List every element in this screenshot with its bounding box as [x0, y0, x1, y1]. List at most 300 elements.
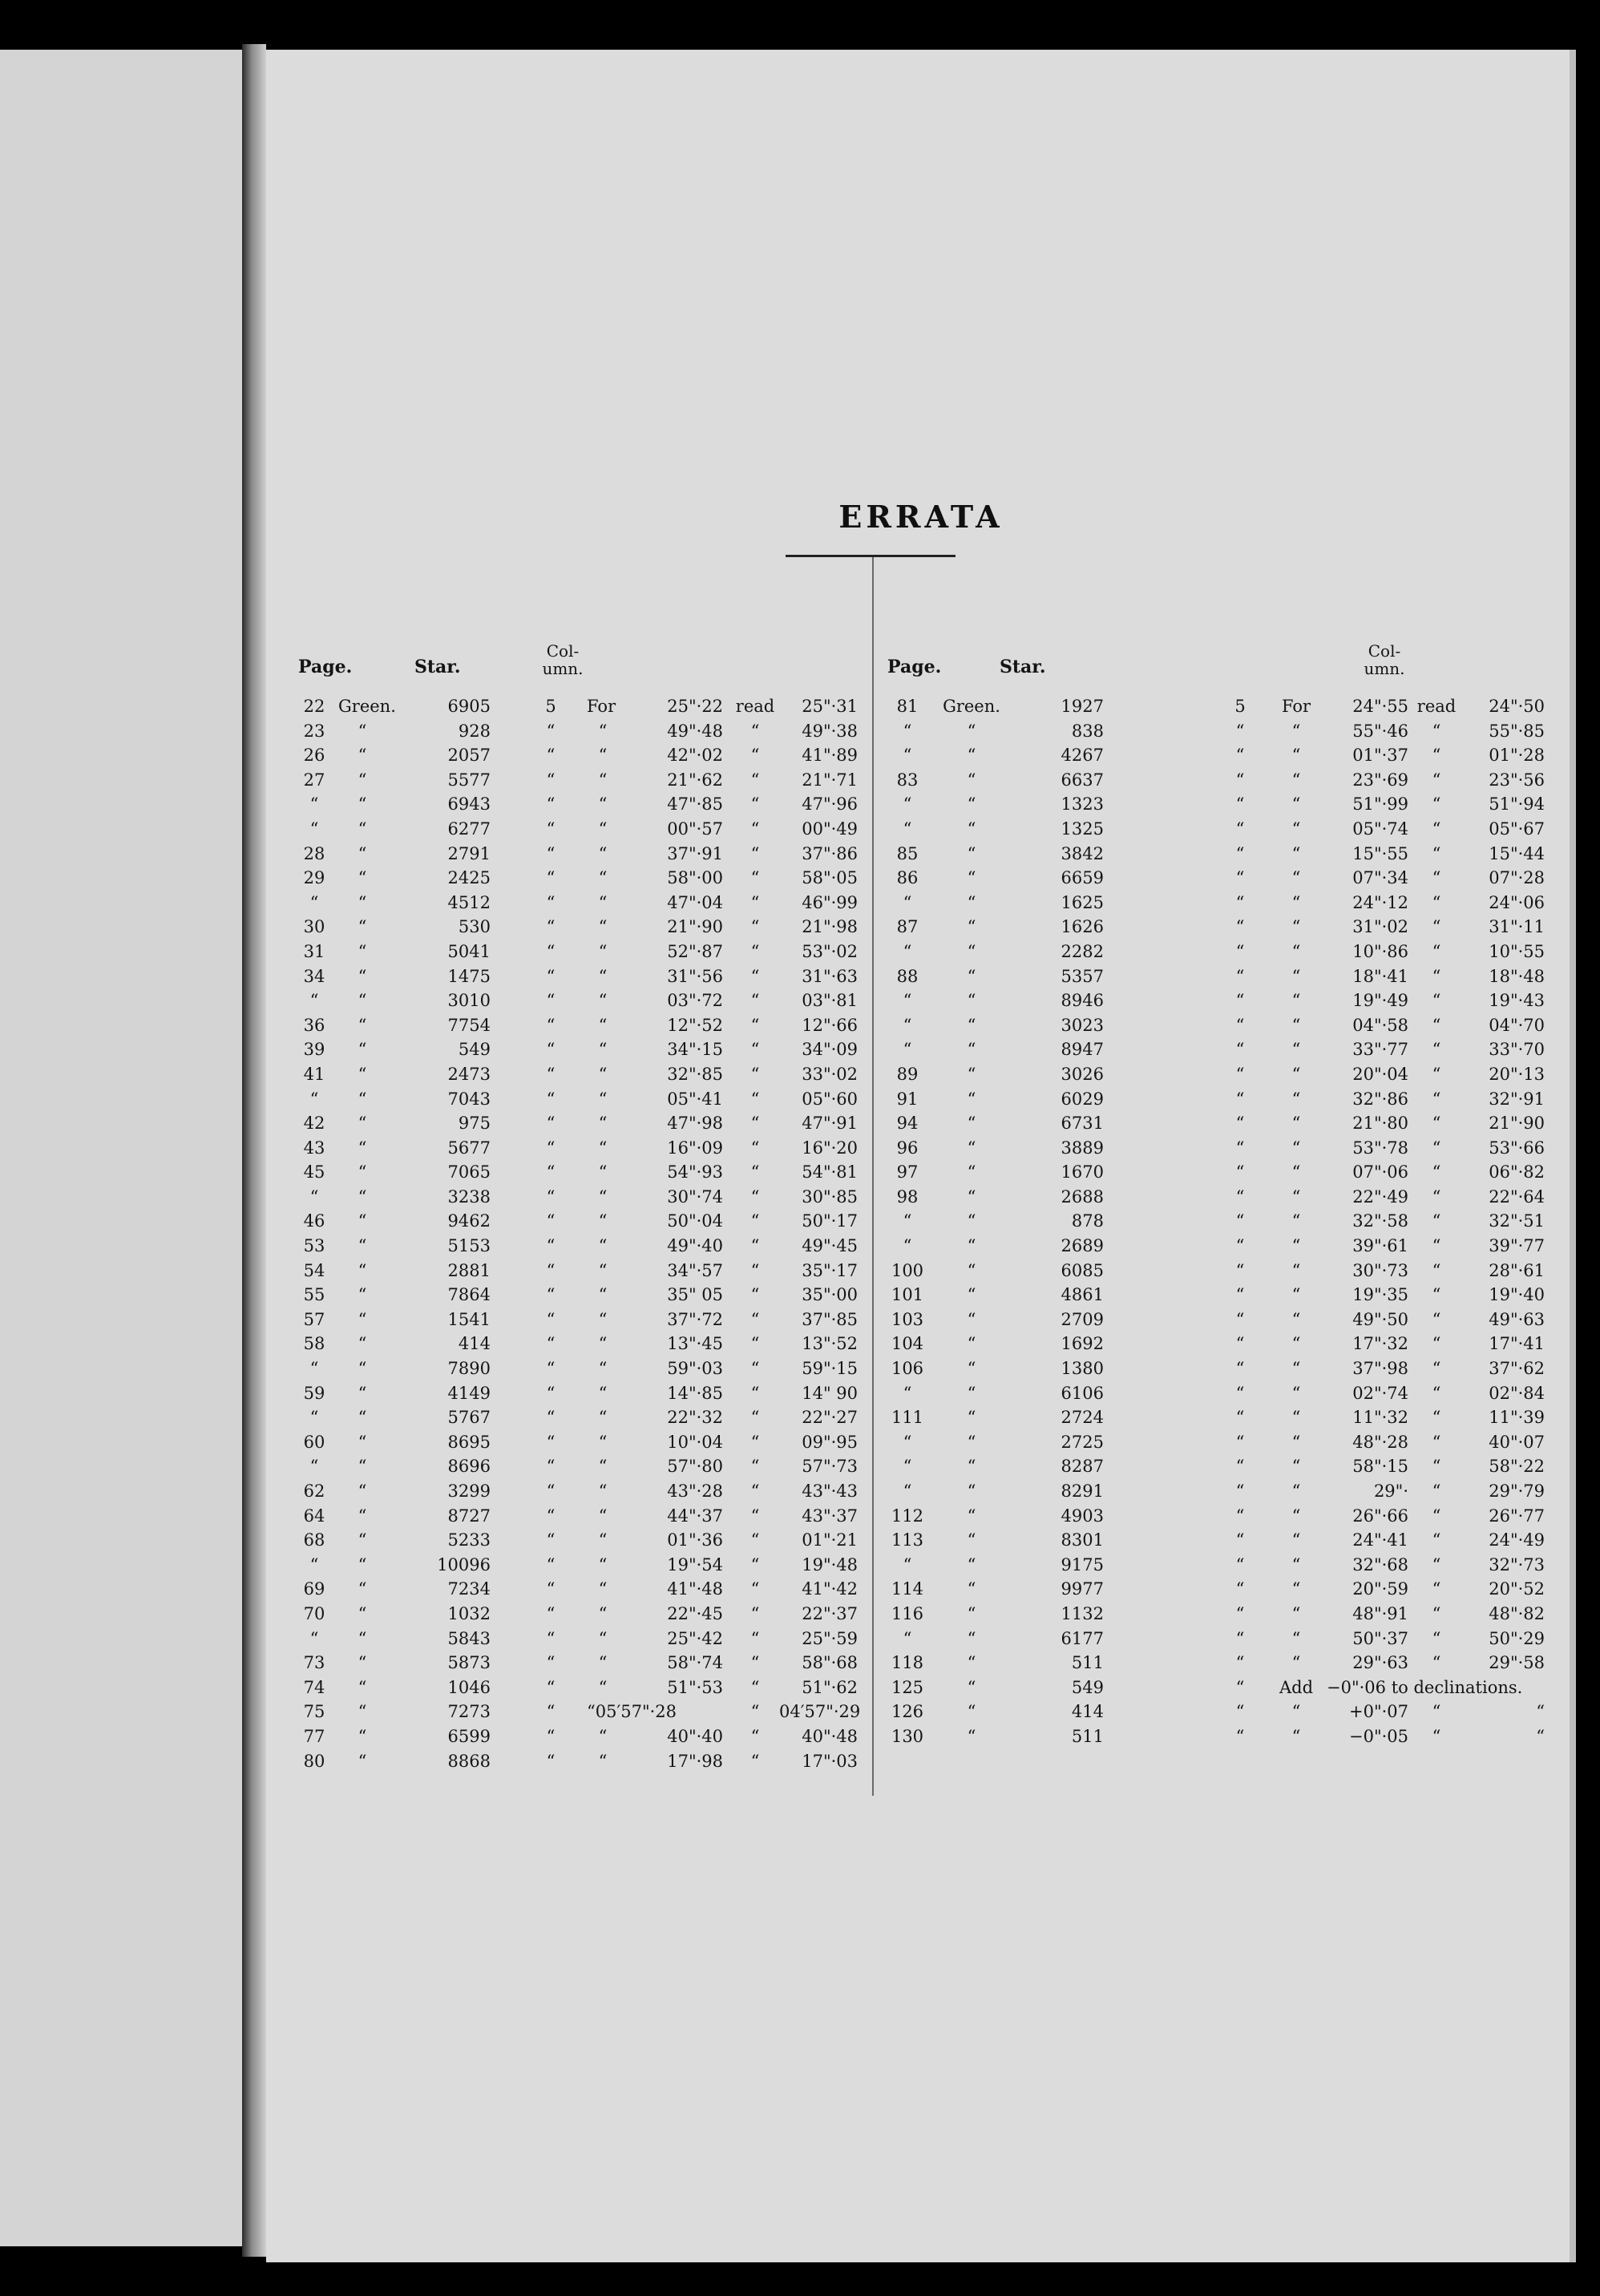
cell-name: “ — [967, 1064, 976, 1084]
cell-wrong: 01"·36 — [667, 1530, 723, 1550]
errata-row — [298, 1406, 859, 1431]
cell-wrong: 20"·59 — [1352, 1579, 1408, 1599]
cell-read: “ — [1432, 1186, 1441, 1207]
cell-name: “ — [358, 1702, 367, 1722]
cell-star: 6599 — [447, 1726, 491, 1746]
cell-star: 975 — [458, 1114, 491, 1134]
cell-correct: 25"·59 — [802, 1628, 858, 1648]
cell-for: “ — [598, 917, 608, 937]
cell-page: “ — [903, 1481, 912, 1501]
cell-name: “ — [358, 1162, 367, 1182]
cell-page: 39 — [303, 1040, 325, 1060]
cell-star: 530 — [458, 917, 491, 937]
errata-row — [298, 1112, 859, 1137]
cell-for: “ — [598, 1751, 608, 1771]
cell-page: “ — [903, 1040, 912, 1060]
cell-wrong: 59"·03 — [667, 1359, 723, 1379]
cell-page: 74 — [303, 1677, 325, 1697]
cell-column: “ — [1235, 1457, 1245, 1477]
cell-correct: 03"·81 — [802, 991, 858, 1011]
cell-page: “ — [903, 819, 912, 839]
cell-page: “ — [903, 941, 912, 961]
cell-name: “ — [358, 1015, 367, 1035]
cell-wrong: 37"·91 — [667, 843, 723, 863]
book-gutter — [242, 44, 266, 2257]
errata-row — [887, 1088, 1553, 1113]
cell-for: “ — [598, 843, 608, 863]
cell-column: “ — [546, 917, 556, 937]
cell-wrong: 32"·68 — [1352, 1554, 1408, 1574]
cell-name: “ — [358, 1138, 367, 1158]
cell-name: “ — [967, 1114, 976, 1134]
cell-correct: 13"·52 — [802, 1334, 858, 1354]
errata-row — [298, 1529, 859, 1554]
cell-name: “ — [358, 966, 367, 986]
cell-page: 130 — [891, 1726, 924, 1746]
cell-for: “ — [598, 794, 608, 815]
cell-name: “ — [967, 1260, 976, 1280]
cell-correct: 02"·84 — [1489, 1383, 1545, 1403]
cell-name: “ — [967, 1408, 976, 1428]
cell-wrong: 48"·28 — [1352, 1432, 1408, 1452]
cell-name: “ — [358, 1653, 367, 1673]
cell-column: “ — [546, 1579, 556, 1599]
cell-column: “ — [546, 1457, 556, 1477]
cell-name: “ — [967, 1603, 976, 1623]
cell-wrong: 13"·45 — [667, 1334, 723, 1354]
cell-page: 83 — [896, 770, 919, 790]
cell-star: 1132 — [1061, 1603, 1104, 1623]
cell-name: “ — [358, 1359, 367, 1379]
cell-correct: 15"·44 — [1489, 843, 1545, 863]
cell-name: “ — [358, 1211, 367, 1231]
errata-row — [298, 1480, 859, 1505]
cell-page: 43 — [303, 1138, 325, 1158]
cell-star: 3299 — [447, 1481, 491, 1501]
errata-row — [887, 1578, 1553, 1603]
cell-page: “ — [903, 746, 912, 766]
cell-column: “ — [546, 1236, 556, 1256]
cell-read: “ — [750, 1114, 760, 1134]
cell-page: 103 — [891, 1309, 924, 1329]
cell-star: 9977 — [1061, 1579, 1104, 1599]
cell-name: “ — [358, 1554, 367, 1574]
cell-page: “ — [309, 1186, 319, 1207]
cell-read: “ — [1432, 966, 1441, 986]
cell-correct: 05"·67 — [1489, 819, 1545, 839]
cell-correct: 21"·71 — [802, 770, 858, 790]
cell-name: “ — [967, 721, 976, 741]
cell-page: 60 — [303, 1432, 325, 1452]
cell-read: “ — [1432, 1481, 1441, 1501]
cell-for: “ — [1291, 917, 1301, 937]
errata-row — [887, 1357, 1553, 1382]
cell-correct: 51"·94 — [1489, 794, 1545, 815]
cell-name: “ — [967, 1677, 976, 1697]
cell-column: “ — [1235, 1432, 1245, 1452]
cell-for: “ — [1291, 966, 1301, 986]
cell-name: “ — [358, 1309, 367, 1329]
cell-column: “ — [546, 1359, 556, 1379]
errata-row — [887, 1382, 1553, 1407]
cell-page: 88 — [896, 966, 919, 986]
cell-for: “ — [598, 1579, 608, 1599]
cell-star: 511 — [1071, 1726, 1104, 1746]
errata-row — [887, 695, 1553, 720]
cell-wrong: 24"·41 — [1352, 1530, 1408, 1550]
cell-column: “ — [1235, 1064, 1245, 1084]
cell-correct: 37"·85 — [802, 1309, 858, 1329]
cell-page: 22 — [303, 697, 325, 716]
errata-row — [887, 867, 1553, 891]
errata-row — [887, 1014, 1553, 1039]
errata-row — [298, 793, 859, 818]
cell-correct: 24"·50 — [1489, 697, 1545, 716]
cell-star: 2709 — [1061, 1309, 1104, 1329]
cell-correct: 18"·48 — [1489, 966, 1545, 986]
cell-for: “ — [598, 991, 608, 1011]
cell-correct: 41"·42 — [802, 1579, 858, 1599]
cell-page: “ — [903, 1432, 912, 1452]
cell-wrong: 15"·55 — [1352, 843, 1408, 863]
cell-wrong: 10"·86 — [1352, 941, 1408, 961]
cell-name: “ — [358, 892, 367, 912]
cell-wrong: 30"·74 — [667, 1186, 723, 1207]
cell-column: “ — [1235, 1138, 1245, 1158]
cell-page: 86 — [896, 868, 919, 888]
cell-for: “ — [1291, 991, 1301, 1011]
errata-row — [298, 744, 859, 769]
cell-for: “ — [1291, 721, 1301, 741]
cell-wrong: 42"·02 — [667, 746, 723, 766]
cell-correct: 40"·48 — [802, 1726, 858, 1746]
cell-for: “ — [1291, 1040, 1301, 1060]
cell-star: 5233 — [447, 1530, 491, 1550]
cell-page: “ — [903, 1457, 912, 1477]
cell-read: “ — [1432, 746, 1441, 766]
cell-page: “ — [903, 1554, 912, 1574]
cell-for: Add — [1279, 1677, 1314, 1697]
cell-for: “ — [1291, 1064, 1301, 1084]
cell-wrong: 04"·58 — [1352, 1015, 1408, 1035]
cell-for: “ — [1291, 1506, 1301, 1526]
cell-for: “ — [598, 1359, 608, 1379]
cell-correct: 43"·37 — [802, 1506, 858, 1526]
cell-star: 7273 — [447, 1702, 491, 1722]
errata-row — [298, 720, 859, 745]
cell-wrong: 19"·35 — [1352, 1285, 1408, 1305]
cell-page: “ — [309, 991, 319, 1011]
cell-name: “ — [358, 1114, 367, 1134]
cell-page: 104 — [891, 1334, 924, 1354]
cell-name: “ — [967, 746, 976, 766]
cell-wrong: 11"·32 — [1352, 1408, 1408, 1428]
cell-page: “ — [903, 1211, 912, 1231]
cell-column: 5 — [1234, 697, 1246, 716]
cell-correct: 33"·70 — [1489, 1040, 1545, 1060]
errata-row — [887, 1480, 1553, 1505]
cell-for: “ — [598, 1432, 608, 1452]
cell-read: “ — [1432, 941, 1441, 961]
cell-correct: 50"·17 — [802, 1211, 858, 1231]
cell-correct: 04"·70 — [1489, 1015, 1545, 1035]
cell-correct: 20"·13 — [1489, 1064, 1545, 1084]
cell-wrong: −0"·05 — [1348, 1726, 1408, 1746]
cell-wrong: 33"·77 — [1352, 1040, 1408, 1060]
cell-star: 4861 — [1061, 1285, 1104, 1305]
cell-for: “ — [598, 1236, 608, 1256]
cell-name: “ — [358, 794, 367, 815]
cell-for: “ — [598, 868, 608, 888]
cell-column: “ — [1235, 770, 1245, 790]
cell-name: “ — [967, 1432, 976, 1452]
cell-star: 7864 — [447, 1285, 491, 1305]
cell-page: 91 — [896, 1089, 919, 1109]
cell-star: 3026 — [1061, 1064, 1104, 1084]
cell-name: “ — [967, 1285, 976, 1305]
cell-read: “ — [750, 1186, 760, 1207]
cell-star: 7234 — [447, 1579, 491, 1599]
cell-read: “ — [1432, 843, 1441, 863]
errata-row — [298, 1578, 859, 1603]
cell-for: “ — [1291, 1530, 1301, 1550]
errata-row — [298, 1700, 859, 1725]
cell-star: 8291 — [1061, 1481, 1104, 1501]
title-rule — [786, 555, 956, 557]
cell-correct: 31"·63 — [802, 966, 858, 986]
cell-read: “ — [750, 1236, 760, 1256]
cell-name: “ — [358, 1285, 367, 1305]
cell-name: “ — [967, 1530, 976, 1550]
cell-wrong: 32"·85 — [667, 1064, 723, 1084]
cell-read: “ — [750, 1530, 760, 1550]
cell-correct: 51"·62 — [802, 1677, 858, 1697]
cell-for: “ — [1291, 1015, 1301, 1035]
cell-wrong: 21"·62 — [667, 770, 723, 790]
cell-column: “ — [1235, 892, 1245, 912]
cell-column: “ — [1235, 1383, 1245, 1403]
cell-name: “ — [967, 1702, 976, 1722]
cell-name: “ — [358, 1751, 367, 1771]
cell-wrong: 32"·58 — [1352, 1211, 1408, 1231]
cell-star: 6731 — [1061, 1114, 1104, 1134]
errata-row — [298, 1627, 859, 1652]
cell-column: “ — [1235, 843, 1245, 863]
cell-for: “ — [598, 746, 608, 766]
cell-for: “ — [1291, 1138, 1301, 1158]
cell-column: “ — [1235, 917, 1245, 937]
cell-wrong: 24"·12 — [1352, 892, 1408, 912]
cell-star: 1325 — [1061, 819, 1104, 839]
cell-star: 2881 — [447, 1260, 491, 1280]
cell-page: 42 — [303, 1114, 325, 1134]
cell-column: “ — [546, 892, 556, 912]
cell-column: “ — [546, 941, 556, 961]
cell-name: “ — [358, 1506, 367, 1526]
cell-for: “ — [598, 1506, 608, 1526]
cell-page: “ — [903, 1628, 912, 1648]
cell-star: 1323 — [1061, 794, 1104, 815]
cell-for: “ — [598, 1726, 608, 1746]
cell-read: “ — [1432, 1211, 1441, 1231]
cell-for: “ — [598, 966, 608, 986]
table-header — [298, 639, 859, 695]
cell-name: “ — [358, 1726, 367, 1746]
cell-column: “ — [546, 1064, 556, 1084]
cell-read: “ — [750, 794, 760, 815]
cell-wrong: 18"·41 — [1352, 966, 1408, 986]
cell-correct: 59"·15 — [802, 1359, 858, 1379]
cell-page: “ — [309, 819, 319, 839]
cell-star: 8287 — [1061, 1457, 1104, 1477]
cell-correct: 34"·09 — [802, 1040, 858, 1060]
cell-name: “ — [358, 941, 367, 961]
cell-correct: 28"·61 — [1489, 1260, 1545, 1280]
cell-star: 878 — [1071, 1211, 1104, 1231]
cell-column: “ — [1235, 1726, 1245, 1746]
cell-star: 1625 — [1061, 892, 1104, 912]
cell-read: “ — [750, 966, 760, 986]
cell-for: “ — [1291, 1211, 1301, 1231]
cell-for: “ — [1291, 819, 1301, 839]
cell-column: “ — [1235, 1554, 1245, 1574]
cell-name: “ — [967, 819, 976, 839]
cell-page: 29 — [303, 868, 325, 888]
cell-wrong: 48"·91 — [1352, 1603, 1408, 1623]
cell-page: 116 — [891, 1603, 924, 1623]
cell-correct: 58"·68 — [802, 1653, 858, 1673]
cell-name: “ — [358, 1236, 367, 1256]
cell-for: “ — [1291, 1114, 1301, 1134]
cell-for: “ — [598, 1285, 608, 1305]
cell-read: “ — [750, 917, 760, 937]
cell-read: “ — [750, 1457, 760, 1477]
cell-wrong: 12"·52 — [667, 1015, 723, 1035]
cell-column: “ — [546, 991, 556, 1011]
cell-page: 55 — [303, 1285, 325, 1305]
cell-correct: 53"·66 — [1489, 1138, 1545, 1158]
cell-wrong: 47"·98 — [667, 1114, 723, 1134]
cell-correct: 17"·03 — [802, 1751, 858, 1771]
cell-page: “ — [903, 1383, 912, 1403]
cell-read: “ — [1432, 1457, 1441, 1477]
cell-correct: 29"·58 — [1489, 1653, 1545, 1673]
cell-read: “ — [750, 819, 760, 839]
cell-page: “ — [309, 1628, 319, 1648]
cell-read: “ — [1432, 1530, 1441, 1550]
cell-correct: 35"·00 — [802, 1285, 858, 1305]
errata-row — [298, 891, 859, 916]
cell-star: 7043 — [447, 1089, 491, 1109]
cell-wrong: 17"·32 — [1352, 1334, 1408, 1354]
cell-read: “ — [750, 746, 760, 766]
cell-star: 10096 — [437, 1554, 491, 1574]
cell-wrong: 51"·99 — [1352, 794, 1408, 815]
header-page: Page. — [298, 657, 353, 677]
cell-star: 2725 — [1061, 1432, 1104, 1452]
cell-name: “ — [967, 1089, 976, 1109]
cell-name: “ — [967, 1457, 976, 1477]
cell-name: “ — [967, 868, 976, 888]
cell-star: 1541 — [447, 1309, 491, 1329]
errata-row — [298, 965, 859, 990]
cell-name: “ — [358, 1064, 367, 1084]
cell-star: 1927 — [1061, 697, 1104, 716]
cell-for: “ — [1291, 1089, 1301, 1109]
cell-star: 5767 — [447, 1408, 491, 1428]
cell-correct: 39"·77 — [1489, 1236, 1545, 1256]
cell-name: “ — [967, 1015, 976, 1035]
cell-name: “ — [967, 1579, 976, 1599]
cell-star: 4267 — [1061, 746, 1104, 766]
cell-wrong: 24"·55 — [1352, 697, 1408, 716]
cell-name: “ — [358, 1603, 367, 1623]
cell-for: “ — [598, 1554, 608, 1574]
errata-row — [298, 1725, 859, 1750]
cell-wrong: 22"·45 — [667, 1603, 723, 1623]
errata-row — [887, 1235, 1553, 1259]
cell-page: “ — [309, 794, 319, 815]
cell-star: 9175 — [1061, 1554, 1104, 1574]
cell-correct: 35"·17 — [802, 1260, 858, 1280]
errata-page — [266, 50, 1576, 2262]
errata-row — [298, 1382, 859, 1407]
cell-name: “ — [967, 1481, 976, 1501]
cell-name: “ — [358, 843, 367, 863]
cell-wrong: 41"·48 — [667, 1579, 723, 1599]
header-star: Star. — [1000, 657, 1046, 677]
cell-for: “ — [598, 770, 608, 790]
errata-row — [298, 1332, 859, 1357]
errata-row — [887, 1186, 1553, 1211]
cell-page: “ — [903, 1015, 912, 1035]
cell-read: “ — [750, 1040, 760, 1060]
cell-read: “ — [750, 1653, 760, 1673]
cell-wrong: 35" 05 — [667, 1285, 723, 1305]
cell-star: 7065 — [447, 1162, 491, 1182]
cell-for: For — [1281, 697, 1311, 716]
cell-for: “ — [598, 1383, 608, 1403]
cell-name: “ — [358, 1040, 367, 1060]
cell-read: “ — [1432, 1334, 1441, 1354]
errata-table-left — [298, 639, 859, 1774]
cell-wrong: 14"·85 — [667, 1383, 723, 1403]
cell-for: “ — [1291, 1359, 1301, 1379]
cell-for: “ — [598, 1309, 608, 1329]
cell-read: “ — [1432, 1359, 1441, 1379]
cell-read: “ — [1432, 1408, 1441, 1428]
cell-page: “ — [309, 1457, 319, 1477]
cell-correct: 49"·63 — [1489, 1309, 1545, 1329]
cell-star: 5873 — [447, 1653, 491, 1673]
cell-column: “ — [546, 1751, 556, 1771]
cell-read: “ — [1432, 1603, 1441, 1623]
cell-column: “ — [1235, 819, 1245, 839]
cell-for: For — [587, 697, 616, 716]
cell-for: “ — [598, 1064, 608, 1084]
errata-row — [887, 793, 1553, 818]
cell-column: “ — [1235, 1334, 1245, 1354]
cell-correct: 49"·45 — [802, 1236, 858, 1256]
cell-read: “ — [750, 843, 760, 863]
cell-star: 8695 — [447, 1432, 491, 1452]
cell-name: “ — [358, 1186, 367, 1207]
cell-star: 549 — [1071, 1677, 1104, 1697]
cell-for: “ — [598, 1677, 608, 1697]
cell-name: “ — [967, 843, 976, 863]
cell-correct: 01"·28 — [1489, 746, 1545, 766]
cell-star: 5041 — [447, 941, 491, 961]
